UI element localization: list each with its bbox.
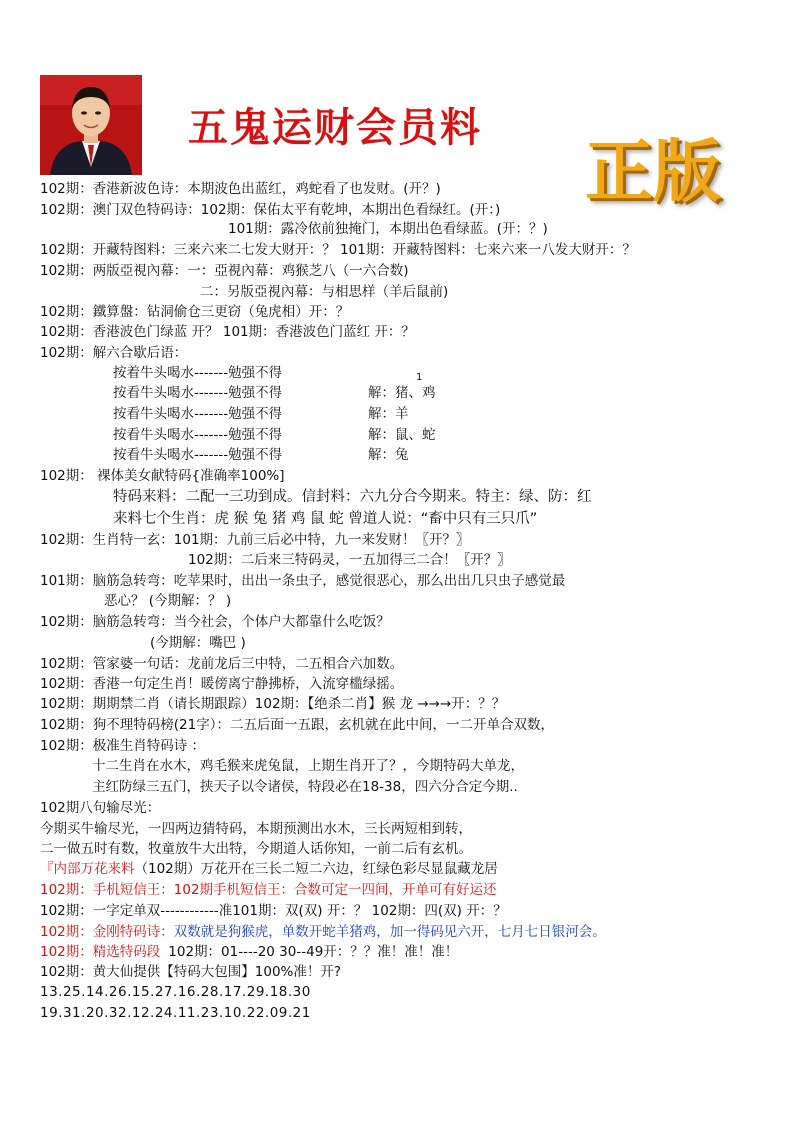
line-zodiac-poem-heading: 102期：极准生肖特码诗 ：	[40, 738, 206, 754]
riddle-item: 按看牛头喝水-------勉强不得	[113, 406, 283, 422]
vajra-poem-label: 102期：金刚特码诗：	[40, 924, 174, 940]
line-hidden-chart: 102期：开藏特图料：三来六来二七发大财开：？ 101期：开藏特图料：七来六来一八发大财开：？	[40, 242, 636, 258]
line-zodiac-mystery-102: 102期：二后来三特码灵，一五加得三二合！〖开？〗	[188, 552, 511, 568]
line-vajra-poem	[40, 923, 606, 941]
riddle-answer: 解：兔	[368, 447, 409, 463]
line-brain-teaser-101: 101期：脑筋急转弯：吃苹果时，出出一条虫子，感觉很恶心，那么出出几只虫子感觉最	[40, 573, 566, 589]
line-eight-verses-1: 今期买牛输尽光，一四两边猜特码，本期预测出水木，三长两短相到转，	[40, 821, 472, 837]
riddle-answer: 解：羊	[368, 406, 409, 422]
line-brain-teaser-102-answer: (今期解：嘴巴 )	[150, 635, 246, 651]
line-zodiac-poem-1: 十二生肖在水木，鸡毛猴来虎兔鼠，上期生肖开了？，今期特码大单龙，	[92, 758, 524, 774]
riddle-item: 按着牛头喝水-------勉强不得	[113, 365, 283, 381]
line-selected-range	[40, 943, 458, 961]
selected-range-label: 102期：精选特码段	[40, 944, 161, 960]
line-seven-zodiac: 来料七个生肖：虎 猴 兔 猪 鸡 鼠 蛇 曾道人说：“畜中只有三只爪”	[113, 511, 538, 527]
line-number-set-1: 13.25.14.26.15.27.16.28.17.29.18.30	[40, 984, 311, 1000]
line-hk-one-sentence: 102期：香港一句定生肖！暖傍离宁静拂桥，入流穿槛绿摇。	[40, 676, 404, 692]
line-nude-beauty-code: 102期： 裸体美女献特码{准确率100%]	[40, 468, 285, 484]
line-iron-abacus: 102期：鐵算盤：钻洞偷仓三更窃（兔虎相）开：？	[40, 304, 350, 320]
line-wong-tai-sin: 102期：黄大仙提供【特码大包围】100%准！开?	[40, 964, 342, 980]
line-flower-material	[40, 860, 498, 878]
riddle-item: 按看牛头喝水-------勉强不得	[113, 427, 283, 443]
genuine-stamp: 正版	[585, 133, 722, 212]
line-number-set-2: 19.31.20.32.12.24.11.23.10.22.09.21	[40, 1005, 311, 1021]
flower-material-label: 『内部万花来料	[40, 861, 135, 877]
line-zodiac-poem-2: 主红防绿三五门，挟天子以令诸侯，特段必在18-38，四六分合定今期..	[92, 779, 518, 795]
line-hk-color-gate: 102期：香港波色门绿蓝 开？ 101期：香港波色门蓝红 开：？	[40, 324, 415, 340]
line-hk-color-poem: 102期：香港新波色诗：本期波色出蓝红，鸡蛇看了也发财。(开？)	[40, 181, 441, 197]
line-sms-king: 102期：手机短信王：102期手机短信王：合数可定一四间，开单可有好运还	[40, 882, 497, 898]
line-eight-verses-2: 二一做五时有数，牧童放牛大出特，今期道人话你知，一前二后有玄机。	[40, 841, 472, 857]
flower-material-text: （102期）万花开在三长二短二六边，红绿色彩尽显鼠藏龙居	[134, 861, 498, 877]
portrait-photo	[40, 75, 142, 175]
line-ban-two-zodiac: 102期：期期禁二肖（请长期跟踪）102期：【绝杀二肖】猴 龙 →→→开：？？	[40, 696, 506, 712]
line-atv-inside-1: 102期：两版亞視內幕：一：亞視內幕：鸡猴芝八（一六合数)	[40, 263, 409, 279]
line-odd-even: 102期：一字定单双------------准101期：双(双) 开：？ 102期：四(双) 开：？	[40, 903, 507, 919]
person-portrait-icon	[40, 75, 142, 175]
line-brain-teaser-101-answer: 恶心？ (今期解：？ )	[104, 593, 232, 609]
riddle-item: 按看牛头喝水-------勉强不得	[113, 385, 283, 401]
line-brain-teaser-102: 102期：脑筋急转弯：当今社会，个体户大都靠什么吃饭？	[40, 614, 390, 630]
vajra-poem-text: 双数就是狗猴虎，单数开蛇羊猪鸡，加一得码见六开，七月七日银河会。	[173, 924, 606, 940]
riddle-answer: 解：鼠、蛇	[368, 427, 436, 443]
line-riddle-heading: 102期：解六合歇后语：	[40, 345, 188, 361]
riddle-item: 按看牛头喝水-------勉强不得	[113, 447, 283, 463]
riddle-answer: 解：猪、鸡	[368, 385, 436, 401]
line-code-material: 特码来料：二配一三功到成。信封料：六九分合今期来。特主：绿、防：红	[113, 489, 592, 505]
line-macau-color-poem-101: 101期：露冷依前独掩门，本期出色看绿蓝。(开：？)	[228, 221, 548, 237]
page-title: 五鬼运财会员料	[188, 104, 482, 151]
selected-range-text: 102期：01----20 30--49开：？？准！准！准！	[168, 944, 459, 960]
footnote-mark: 1	[416, 372, 423, 383]
line-atv-inside-2: 二：另版亞視內幕：与相思样（羊后鼠前)	[200, 284, 449, 300]
line-dog-code-list: 102期：狗不理特码榜(21字）：二五后面一五跟，玄机就在此中间，一二开单合双数，	[40, 717, 554, 733]
line-zodiac-mystery: 102期：生肖特一玄：101期：九前三后必中特，九一来发财！〖开？〗	[40, 532, 470, 548]
line-housekeeper: 102期：管家婆一句话：龙前龙后三中特，二五相合六加数。	[40, 656, 404, 672]
line-eight-verses-heading: 102期八句输尽光：	[40, 800, 161, 816]
line-macau-color-poem: 102期：澳门双色特码诗：102期：保佑太平有乾坤，本期出色看绿红。(开：)	[40, 202, 501, 218]
